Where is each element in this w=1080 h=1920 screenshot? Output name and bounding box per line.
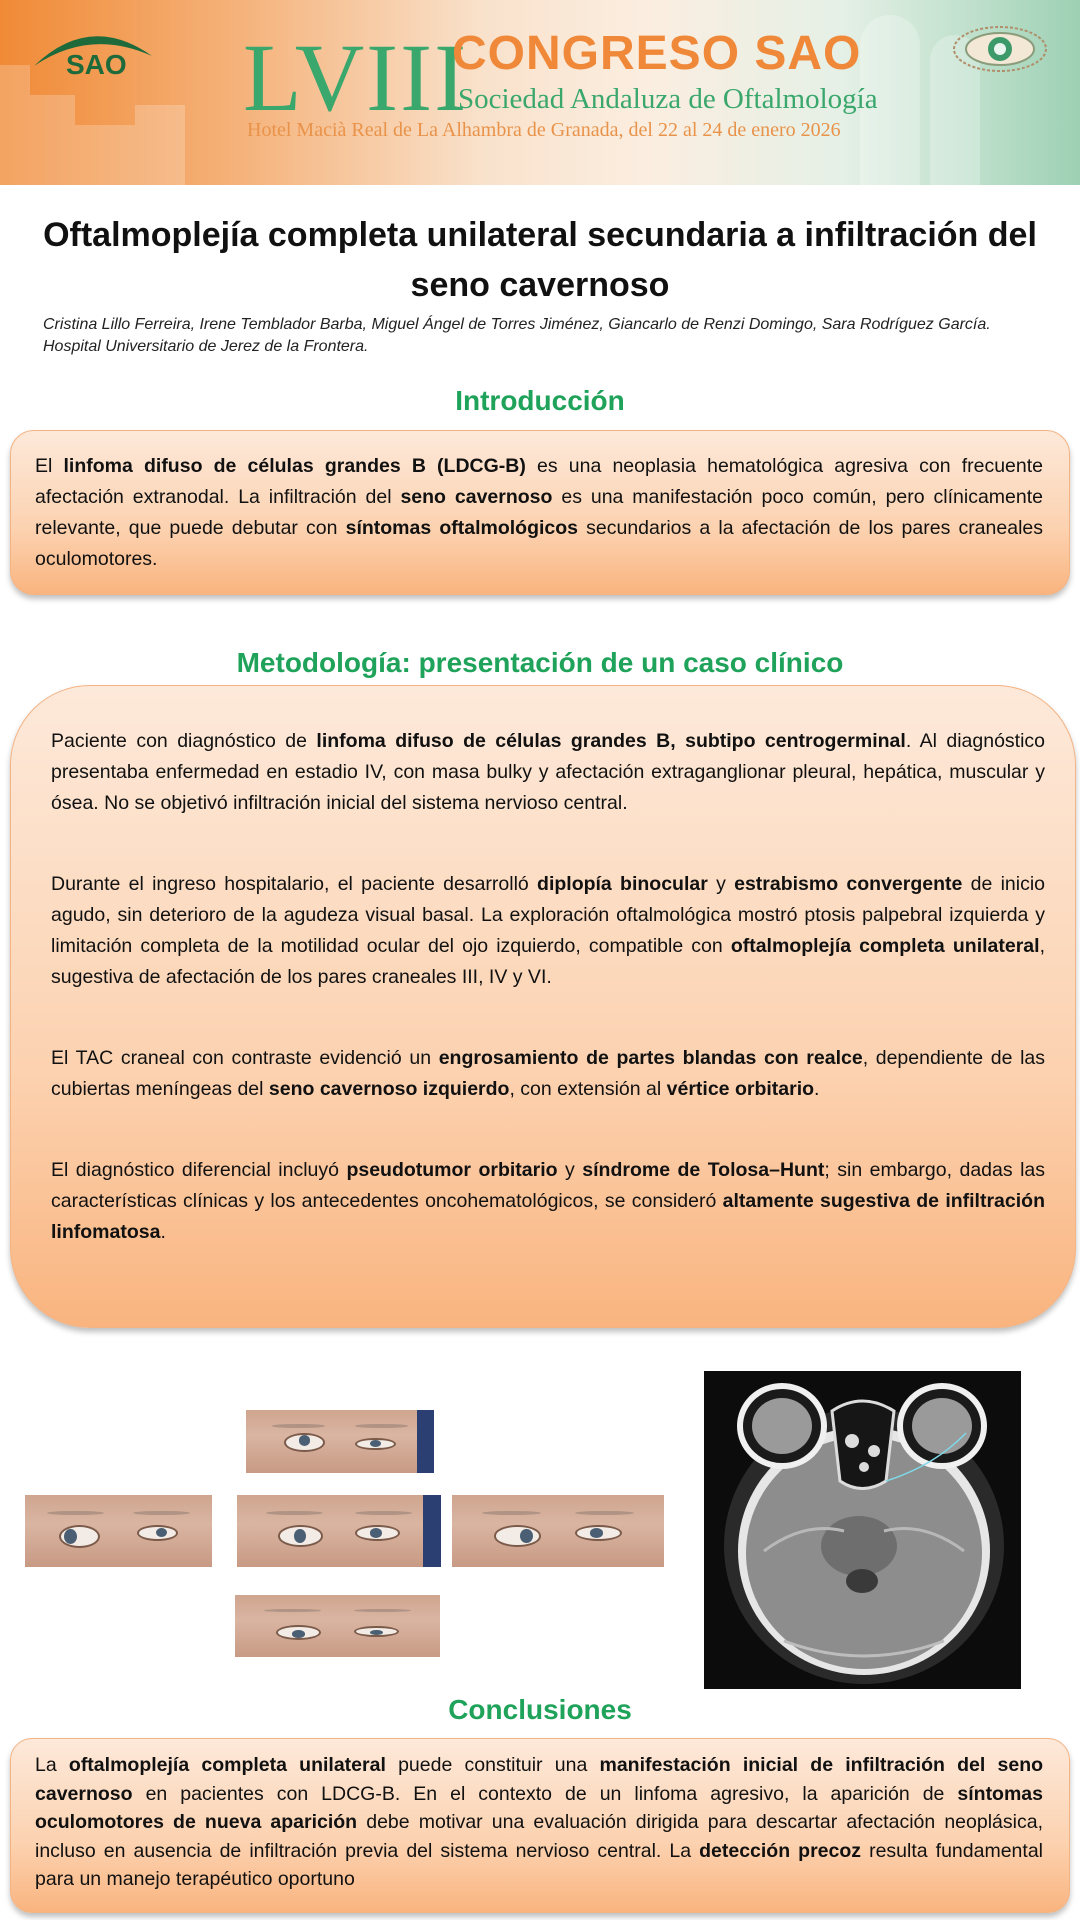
congress-title: CONGRESO SAO	[452, 27, 862, 80]
edition-numeral: LVIII	[243, 24, 469, 131]
method-paragraph-3: El TAC craneal con contraste evidenció un engrosamiento de partes blandas con realce, dependiente de las cubiertas meníngeas del seno cavernoso izquierdo, con extensión al vértice orbitario.	[51, 1047, 1045, 1100]
intro-heading: Introducción	[455, 385, 625, 416]
eye-photo-up	[246, 1410, 434, 1473]
eye-photo-right-gaze	[25, 1495, 212, 1567]
sao-logo	[30, 22, 155, 82]
eye-photo-down	[235, 1595, 440, 1657]
ct-scan-image	[704, 1371, 1021, 1689]
ct-scan-drawing	[704, 1371, 1021, 1689]
eye-logo	[950, 22, 1050, 77]
venue-dates: Hotel Macià Real de La Alhambra de Granada, del 22 al 24 de enero 2026	[247, 119, 841, 141]
authors-block	[43, 314, 1043, 358]
society-name: Sociedad Andaluza de Oftalmología	[458, 83, 878, 115]
svg-text:SAO: SAO	[66, 49, 127, 80]
method-heading: Metodología: presentación de un caso clínico	[236, 647, 844, 678]
conclusions-heading: Conclusiones	[448, 1694, 632, 1725]
eye-photo-left-gaze	[452, 1495, 664, 1567]
conclusions-text: La oftalmoplejía completa unilateral puede constituir una manifestación inicial de infiltración del seno cavernoso en pacientes con LDCG-B. En el contexto de un linfoma agresivo, la aparición de síntomas oculomotores de nueva aparición debe motivar una evaluación dirigida para descartar afectación neoplásica, incluso en ausencia de infiltración previa del sistema nervioso central. La detección precoz resulta fundamental para un manejo terapéutico oportuno	[35, 1754, 1044, 1890]
eye-photo-primary	[237, 1495, 441, 1567]
method-box	[10, 685, 1076, 1328]
intro-text: El linfoma difuso de células grandes B (LDCG-B) es una neoplasia hematológica agresiva con frecuente afectación extranodal. La infiltración del seno cavernoso es una manifestación poco común, pero clínicamente relevante, que puede debutar con síntomas oftalmológicos secundarios a la afectación de los pares craneales oculomotores.	[35, 455, 1043, 570]
author-list: Cristina Lillo Ferreira, Irene Temblador Barba, Miguel Ángel de Torres Jiménez, Giancarlo de Renzi Domingo, Sara Rodríguez García.	[43, 316, 991, 333]
method-paragraph-4: El diagnóstico diferencial incluyó pseudotumor orbitario y síndrome de Tolosa–Hunt; sin embargo, dadas las características clínicas y los antecedentes oncohematológicos, se consideró altamente sugestiva de infiltración linfomatosa.	[51, 1159, 1045, 1243]
intro-box	[10, 430, 1070, 595]
poster-title: Oftalmoplejía completa unilateral secundaria a infiltración del seno cavernoso	[43, 216, 1037, 304]
congress-banner	[0, 0, 1080, 185]
method-paragraph-1: Paciente con diagnóstico de linfoma difuso de células grandes B, subtipo centrogerminal. Al diagnóstico presentaba enfermedad en estadio IV, con masa bulky y afectación extraganglionar pleural, hepática, muscular y ósea. No se objetivó infiltración inicial del sistema nervioso central.	[51, 730, 1046, 814]
method-paragraph-2: Durante el ingreso hospitalario, el paciente desarrolló diplopía binocular y estrabismo convergente de inicio agudo, sin deterioro de la agudeza visual basal. La exploración oftalmológica mostró ptosis palpebral izquierda y limitación completa de la motilidad ocular del ojo izquierdo, compatible con oftalmoplejía completa unilateral, sugestiva de afectación de los pares craneales III, IV y VI.	[51, 873, 1046, 988]
conclusions-box	[10, 1738, 1070, 1913]
affiliation: Hospital Universitario de Jerez de la Frontera.	[43, 338, 369, 355]
